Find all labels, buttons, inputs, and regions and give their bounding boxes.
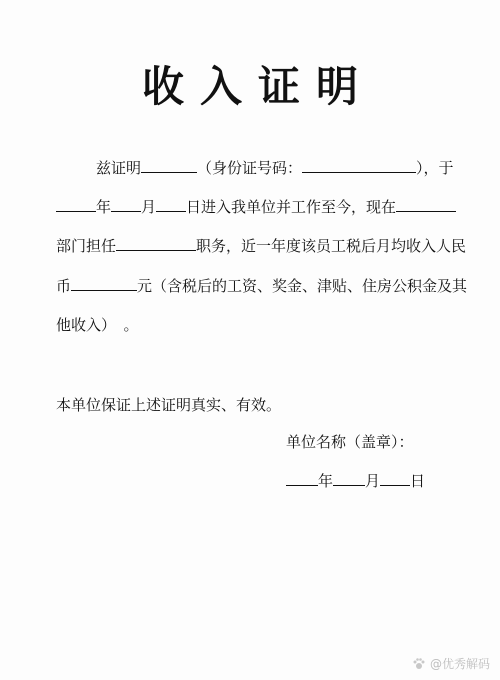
day-label: 日	[410, 472, 426, 490]
text-segment: 年	[96, 198, 112, 216]
start-day-blank	[156, 197, 186, 212]
text-segment: 日进入我单位并工作至今，现在	[186, 198, 397, 216]
id-number-blank	[302, 158, 416, 173]
document-title: 收入证明	[141, 62, 374, 111]
watermark-text: @优秀解码	[429, 657, 490, 671]
department-blank	[396, 197, 456, 212]
text-segment: 币	[56, 277, 72, 295]
para-line-4	[56, 276, 467, 296]
start-year-blank	[56, 197, 96, 212]
name-blank	[141, 158, 197, 173]
text-segment: （身份证号码：	[197, 159, 303, 177]
sign-month-blank	[333, 471, 365, 486]
position-blank	[116, 236, 196, 251]
org-name-label: 单位名称（盖章）：	[286, 433, 414, 451]
paw-icon	[412, 657, 426, 671]
text-segment: 职务，近一年度该员工税后月均收入人民	[196, 237, 467, 255]
watermark	[412, 655, 490, 672]
sign-year-blank	[286, 471, 318, 486]
income-amount-blank	[71, 276, 137, 291]
text-segment: 他收入） 。	[56, 316, 139, 334]
para-line-1	[96, 158, 454, 178]
text-segment: 月	[141, 198, 157, 216]
para-line-2	[56, 197, 456, 217]
text-segment: ），于	[416, 159, 454, 177]
text-segment: 元（含税后的工资、奖金、津贴、住房公积金及其	[137, 277, 468, 295]
para-line-3	[56, 236, 466, 256]
sign-day-blank	[380, 471, 410, 486]
text-segment: 部门担任	[56, 237, 117, 255]
text-segment: 兹证明	[96, 159, 142, 177]
para-line-5	[56, 315, 139, 335]
month-label: 月	[365, 472, 381, 490]
guarantee-statement: 本单位保证上述证明真实、有效。	[56, 396, 282, 414]
start-month-blank	[111, 197, 141, 212]
signature-date-line	[286, 471, 425, 491]
year-label: 年	[318, 472, 334, 490]
